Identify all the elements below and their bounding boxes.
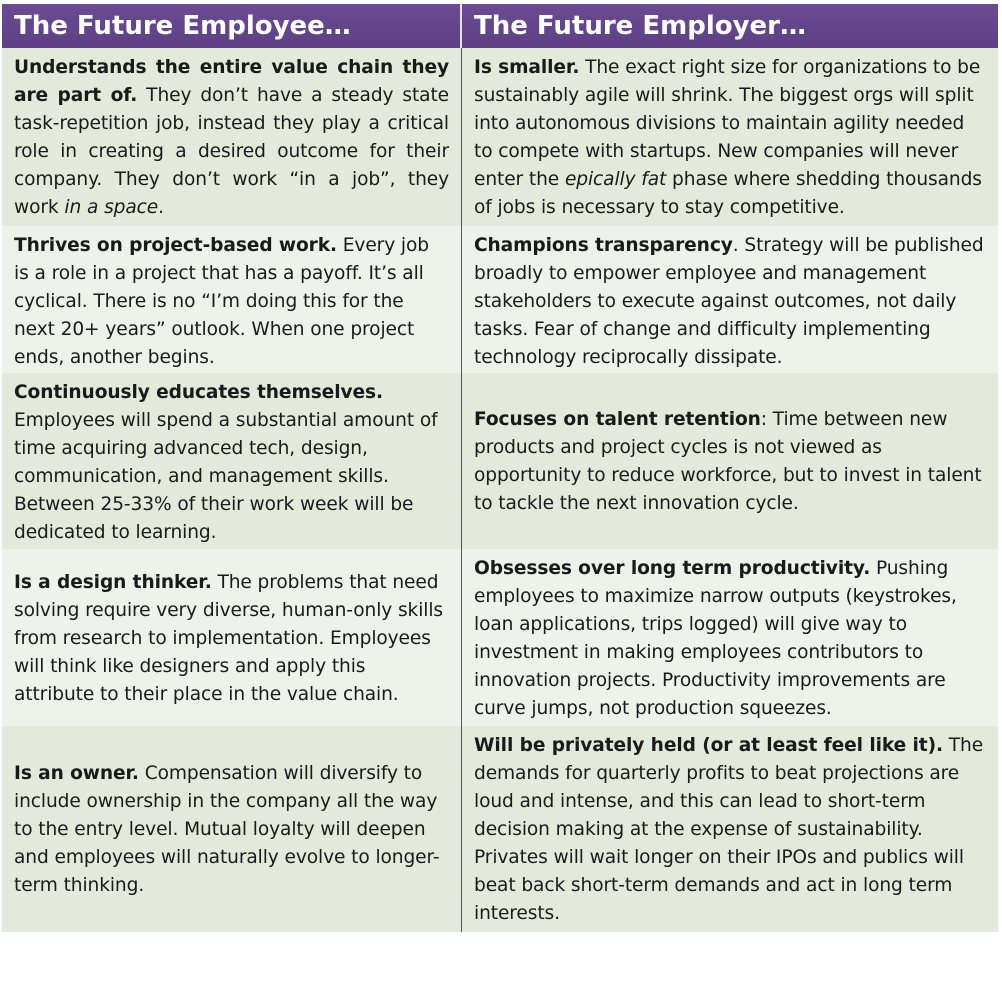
table-row bbox=[2, 549, 998, 726]
table-header bbox=[2, 4, 998, 48]
cell-heading: Will be privately held (or at least feel like it). bbox=[474, 735, 943, 756]
cell-text: . Strategy will be published broadly to empower employee and management stakeholders to execute against outcomes, not daily tasks. Fear of change and difficulty implementing technology reciprocally dissipate. bbox=[474, 235, 984, 368]
cell-text: Every job is a role in a project that has a payoff. It’s all cyclical. There is no “I’m doing this for the next 20+ years” outlook. When one project ends, another begins. bbox=[14, 235, 429, 368]
employer-cell bbox=[462, 226, 998, 373]
cell-paragraph bbox=[14, 232, 449, 372]
cell-paragraph bbox=[474, 406, 986, 518]
cell-text: phase where shedding thousands of jobs is necessary to stay competitive. bbox=[474, 169, 982, 218]
cell-paragraph bbox=[14, 760, 449, 900]
cell-paragraph bbox=[14, 54, 449, 222]
cell-heading: Continuously educates themselves. bbox=[14, 382, 383, 403]
cell-heading: Is smaller. bbox=[474, 57, 580, 78]
cell-text: The exact right size for organizations to be sustainably agile will shrink. The biggest orgs will split into autonomous divisions to maintain agility needed to compete with startups. New companies will never enter the bbox=[474, 57, 981, 190]
employee-cell bbox=[2, 226, 462, 373]
cell-paragraph bbox=[14, 569, 449, 709]
employer-cell bbox=[462, 726, 998, 932]
employer-cell bbox=[462, 549, 998, 726]
cell-heading: Thrives on project-based work. bbox=[14, 235, 337, 256]
cell-emphasis: epically fat bbox=[564, 169, 667, 190]
cell-paragraph bbox=[474, 555, 986, 723]
employer-column-title: The Future Employer… bbox=[474, 11, 806, 41]
table-row bbox=[2, 726, 998, 932]
employee-cell bbox=[2, 549, 462, 726]
cell-heading: Focuses on talent retention bbox=[474, 409, 761, 430]
table-row bbox=[2, 48, 998, 226]
table-row bbox=[2, 373, 998, 549]
cell-text: Employees will spend a substantial amount of time acquiring advanced tech, design, communication, and management skills. Between 25-33% of their work week will be dedicated to learning. bbox=[14, 410, 438, 543]
cell-text: Compensation will diversify to include ownership in the company all the way to the entry level. Mutual loyalty will deepen and employees will naturally evolve to longer-term thinking. bbox=[14, 763, 440, 896]
cell-text: The problems that need solving require very diverse, human-only skills from research to implementation. Employees will think like designers and apply this attribute to their place in the value chain. bbox=[14, 571, 444, 705]
cell-text: : Time between new products and project cycles is not viewed as opportunity to reduce workforce, but to invest in talent to tackle the next innovation cycle. bbox=[474, 409, 982, 514]
cell-emphasis: in a space bbox=[64, 197, 159, 218]
table-row bbox=[2, 226, 998, 373]
cell-heading: Understands the entire value chain they are part of. bbox=[14, 57, 449, 106]
comparison-table bbox=[2, 4, 998, 932]
cell-heading: Is a design thinker. bbox=[14, 571, 212, 593]
cell-text: . bbox=[158, 197, 164, 218]
cell-heading: Champions transparency bbox=[474, 235, 733, 256]
cell-paragraph bbox=[474, 232, 986, 372]
cell-heading: Obsesses over long term productivity. bbox=[474, 558, 871, 579]
cell-heading: Is an owner. bbox=[14, 763, 139, 784]
cell-text: They don’t have a steady state task-repetition job, instead they play a critical role in creating a desired outcome for their company. They don’t work “in a job”, they work bbox=[14, 85, 449, 218]
employer-cell bbox=[462, 48, 998, 226]
employee-column-title: The Future Employee… bbox=[2, 4, 462, 48]
cell-text: The demands for quarterly profits to beat projections are loud and intense, and this can lead to short-term decision making at the expense of sustainability. Privates will wait longer on their IPOs and publics will beat back short-term demands and act in long term interests. bbox=[474, 735, 984, 924]
employee-cell bbox=[2, 726, 462, 932]
employer-cell bbox=[462, 373, 998, 549]
cell-text: Pushing employees to maximize narrow outputs (keystrokes, loan applications, trips logged) will give way to investment in making employees contributors to innovation projects. Productivity improvements are curve jumps, not production squeezes. bbox=[474, 558, 957, 719]
employee-cell bbox=[2, 48, 462, 226]
cell-paragraph bbox=[474, 732, 986, 928]
employee-cell bbox=[2, 373, 462, 549]
cell-paragraph bbox=[474, 54, 986, 222]
